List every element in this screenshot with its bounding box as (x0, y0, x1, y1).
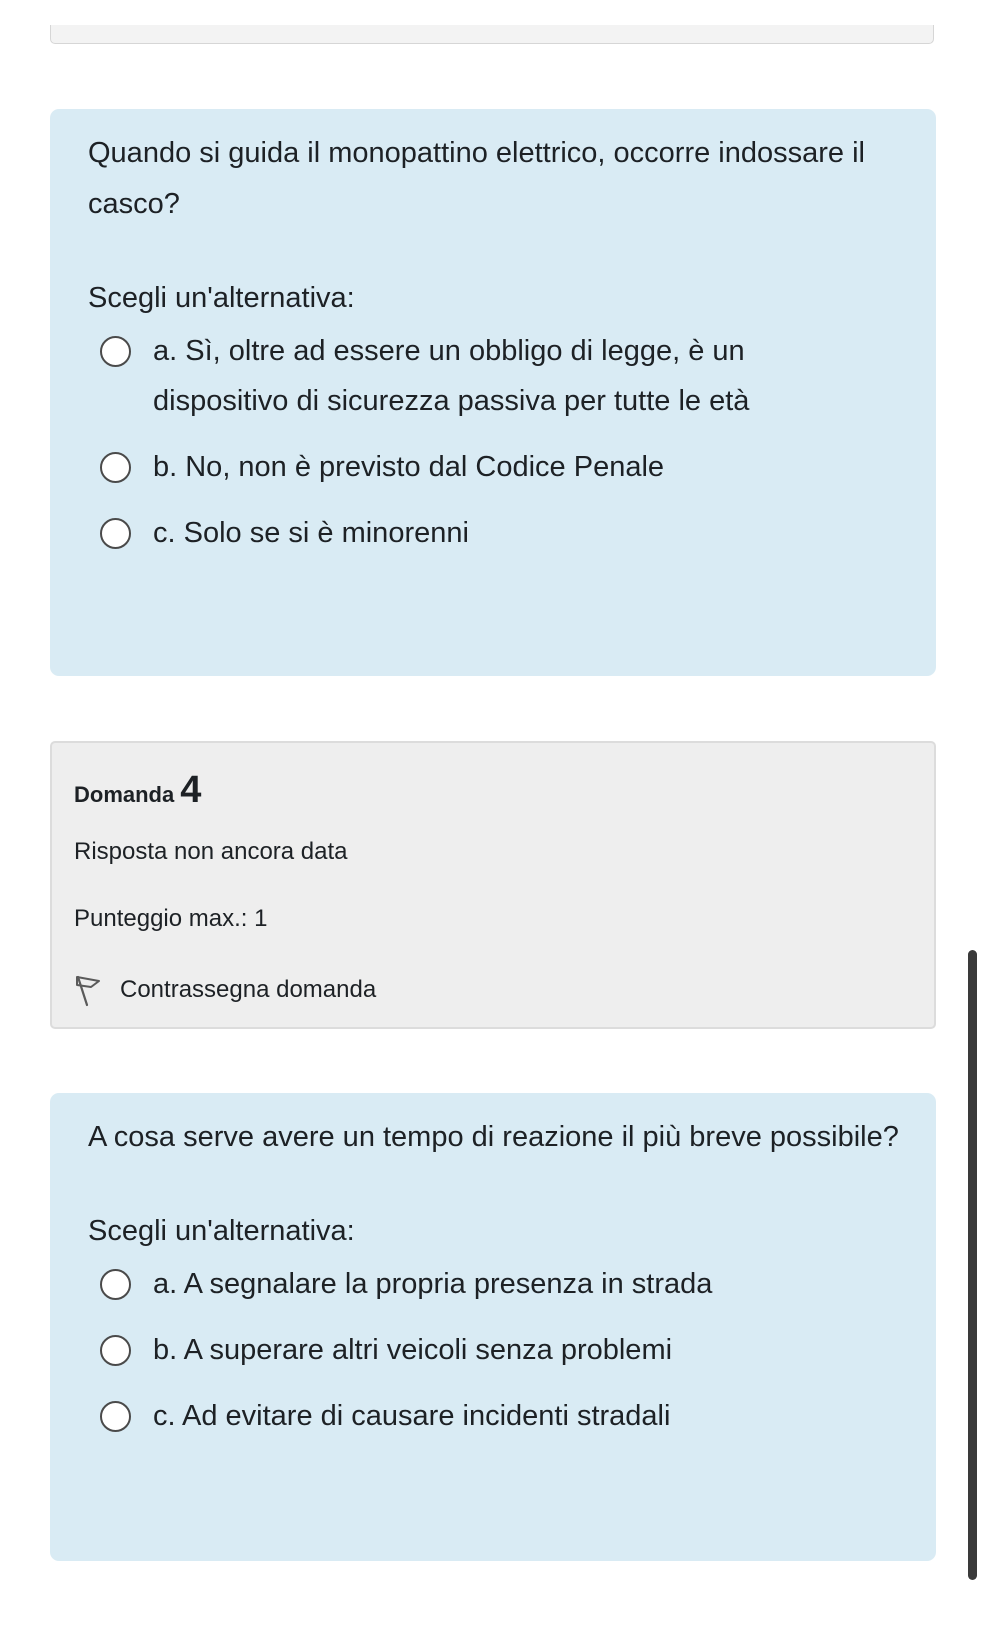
radio-unchecked-icon[interactable] (100, 452, 131, 483)
radio-unchecked-icon[interactable] (100, 518, 131, 549)
question-number (74, 769, 201, 812)
answer-label[interactable]: c. Ad evitare di causare incidenti stradali (153, 1400, 671, 1432)
question-3-content (50, 109, 936, 676)
question-grade: Punteggio max.: 1 (74, 905, 268, 932)
flag-question-label[interactable]: Contrassegna domanda (120, 976, 377, 1003)
question-4-content (50, 1093, 936, 1561)
radio-unchecked-icon[interactable] (100, 1401, 131, 1432)
answer-label[interactable]: b. A superare altri veicoli senza problemi (153, 1334, 673, 1366)
question-3-answer-a[interactable] (100, 326, 906, 426)
question-3-answer-c[interactable] (100, 508, 906, 558)
radio-unchecked-icon[interactable] (100, 336, 131, 367)
question-4-prompt: A cosa serve avere un tempo di reazione il più breve possibile? (88, 1121, 899, 1153)
radio-unchecked-icon[interactable] (100, 1269, 131, 1300)
question-3-prompt: Quando si guida il monopattino elettrico, occorre indossare il casco? (88, 137, 865, 220)
question-4-answers (88, 1259, 906, 1441)
question-number-value: 4 (180, 769, 202, 811)
question-4-answer-a[interactable] (100, 1259, 906, 1309)
question-3-hint: Scegli un'alternativa: (88, 282, 355, 314)
answer-label[interactable]: c. Solo se si è minorenni (153, 517, 469, 549)
question-3-answers (88, 326, 906, 558)
flag-question-link[interactable] (74, 973, 376, 1007)
question-4-hint: Scegli un'alternativa: (88, 1215, 355, 1247)
question-4-answer-c[interactable] (100, 1391, 906, 1441)
flag-outline-icon[interactable] (74, 973, 102, 1007)
question-3-answer-b[interactable] (100, 442, 906, 492)
answer-label[interactable]: a. A segnalare la propria presenza in strada (153, 1268, 713, 1300)
vertical-scrollbar[interactable] (968, 950, 977, 1580)
answer-label[interactable]: b. No, non è previsto dal Codice Penale (153, 451, 665, 483)
question-label: Domanda (74, 782, 175, 807)
question-4-info-panel (50, 741, 936, 1029)
question-4-answer-b[interactable] (100, 1325, 906, 1375)
question-state: Risposta non ancora data (74, 838, 348, 865)
radio-unchecked-icon[interactable] (100, 1335, 131, 1366)
previous-question-bottom-edge (50, 25, 934, 44)
answer-label[interactable]: a. Sì, oltre ad essere un obbligo di legge, è un dispositivo di sicurezza passiva per tutte le età (153, 335, 750, 417)
